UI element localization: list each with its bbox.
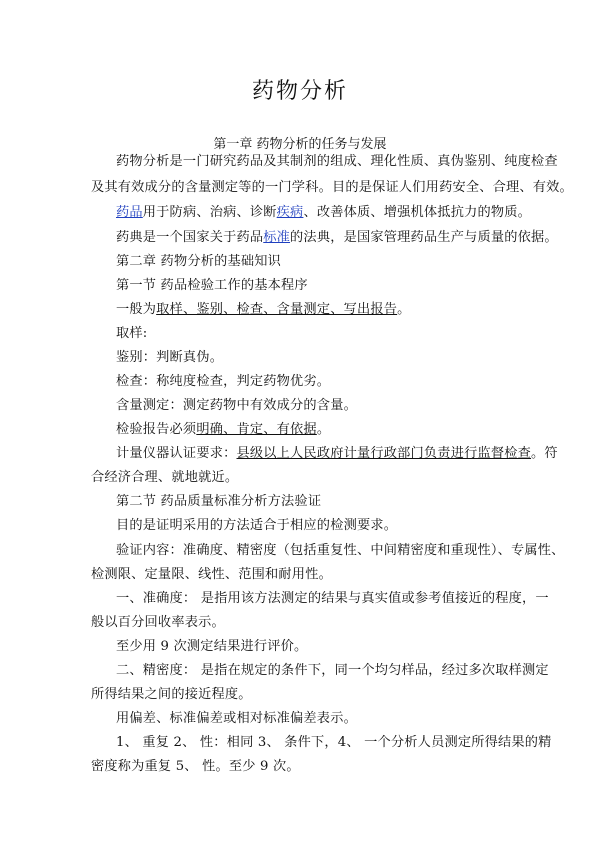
pharmacopoeia-text-2: 的法典，是国家管理药品生产与质量的依据。 (290, 230, 558, 245)
paragraph-pharmacopoeia (116, 227, 558, 249)
chapter-2-heading: 第二章 药物分析的基础知识 (116, 254, 282, 269)
paragraph-intro-line-1: 药物分析是一门研究药品及其制剂的组成、理化性质、真伪鉴别、纯度检查 (116, 154, 558, 169)
meter-requirement: 县级以上人民政府计量行政部门负责进行监督检查 (236, 446, 532, 461)
meter-line-2: 合经济合理、就地就近。 (91, 470, 239, 485)
repeatability-line-2: 密度称为重复 5、 性。至少 9 次。 (91, 759, 300, 774)
check-line: 检查：称纯度检查，判定药物优劣。 (116, 374, 331, 389)
report-text-2: 。 (316, 422, 331, 437)
link-drug[interactable]: 药品 (116, 205, 143, 220)
meter-line-1 (116, 443, 558, 465)
purpose-line: 目的是证明采用的方法适合于相应的检测要求。 (116, 518, 398, 533)
meter-text-1: 计量仪器认证要求： (116, 446, 237, 461)
link-standard[interactable]: 标准 (263, 230, 291, 245)
section-1-heading: 第一节 药品检验工作的基本程序 (116, 278, 308, 293)
precision-line-2: 所得结果之间的接近程度。 (91, 687, 252, 702)
meter-text-2: 。符 (531, 446, 558, 461)
report-requirements: 明确、肯定、有依据 (196, 422, 317, 437)
section-2-heading: 第二节 药品质量标准分析方法验证 (116, 494, 322, 509)
report-line (116, 419, 330, 441)
precision-line-1: 二、精密度： 是指在规定的条件下，同一个均匀样品，经过多次取样测定 (116, 663, 549, 678)
at-least-nine-line: 至少用 9 次测定结果进行评价。 (116, 639, 308, 654)
validation-line-2: 检测限、定量限、线性、范围和耐用性。 (91, 567, 332, 582)
accuracy-line-2: 般以百分回收率表示。 (91, 615, 225, 630)
assay-line: 含量测定：测定药物中有效成分的含量。 (116, 398, 357, 413)
general-procedure-text-1: 一般为 (116, 302, 157, 317)
chapter-1-heading: 第一章 药物分析的任务与发展 (213, 137, 387, 152)
link-disease[interactable]: 疾病 (276, 205, 304, 220)
paragraph-intro-line-2: 及其有效成分的含量测定等的一门学科。目的是保证人们用药安全、合理、有效。 (91, 180, 573, 195)
sampling-label: 取样: (116, 326, 148, 341)
page-title: 药物分析 (251, 79, 348, 104)
accuracy-line-1: 一、准确度： 是指用该方法测定的结果与真实值或参考值接近的程度，一 (116, 591, 549, 606)
general-procedure-text-2: 。 (397, 302, 411, 317)
pharmacopoeia-text-1: 药典是一个国家关于药品 (116, 230, 264, 245)
identification-line: 鉴别：判断真伪。 (116, 350, 224, 365)
general-procedure (116, 299, 411, 321)
drug-definition-text-2: 、改善体质、增强机体抵抗力的物质。 (303, 205, 532, 220)
drug-definition-text-1: 用于防病、治病、诊断 (142, 205, 277, 220)
paragraph-drug-definition (116, 202, 531, 224)
general-procedure-steps: 取样、鉴别、检查、含量测定、写出报告 (156, 302, 398, 317)
deviation-line: 用偏差、标准偏差或相对标准偏差表示。 (116, 711, 357, 726)
report-text-1: 检验报告必须 (116, 422, 197, 437)
repeatability-line-1: 1、 重复 2、 性：相同 3、 条件下，4、 一个分析人员测定所得结果的精 (116, 735, 552, 750)
validation-line-1: 验证内容：准确度、精密度（包括重复性、中间精密度和重现性）、专属性、 (116, 543, 565, 558)
